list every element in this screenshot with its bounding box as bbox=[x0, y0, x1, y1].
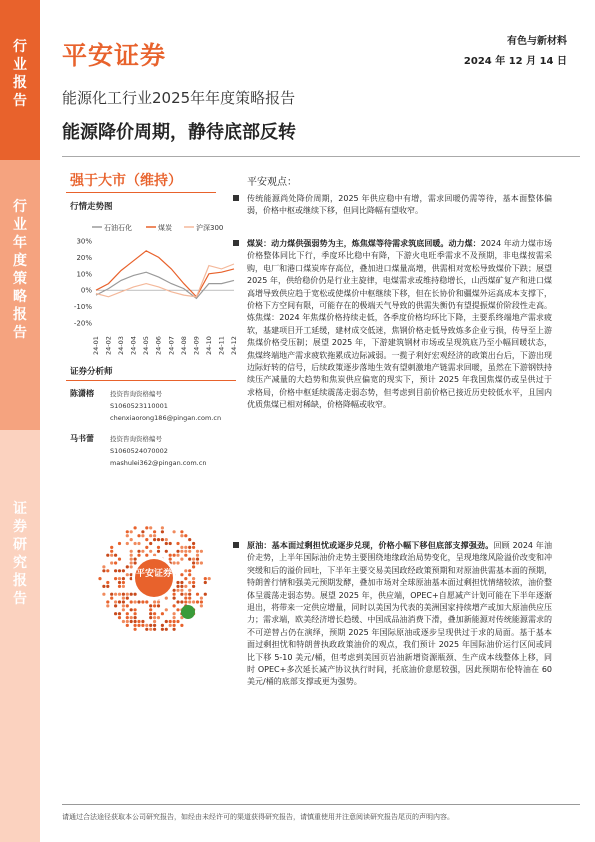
qr-dot bbox=[114, 569, 117, 572]
chart-y-axis bbox=[74, 238, 234, 328]
qr-dot bbox=[118, 569, 121, 572]
qr-dot bbox=[180, 530, 183, 533]
legend-label: 沪深300 bbox=[196, 224, 224, 232]
qr-dot bbox=[122, 604, 125, 607]
rating-divider bbox=[66, 192, 216, 193]
qr-dot bbox=[126, 624, 129, 627]
qr-dot bbox=[118, 585, 121, 588]
report-title: 能源化工行业2025年年度策略报告 bbox=[62, 89, 296, 107]
qr-dot bbox=[188, 558, 191, 561]
x-tick-label: 24-01 bbox=[92, 336, 100, 355]
qr-dot bbox=[173, 624, 176, 627]
qr-dot bbox=[169, 542, 172, 545]
qr-dot bbox=[180, 534, 183, 537]
qr-dot bbox=[173, 604, 176, 607]
qr-dot bbox=[169, 554, 172, 557]
qr-dot bbox=[141, 550, 144, 553]
qr-dot bbox=[102, 585, 105, 588]
qr-dot bbox=[110, 597, 113, 600]
qr-dot bbox=[106, 600, 109, 603]
qr-dot bbox=[161, 526, 164, 529]
qr-dot bbox=[122, 577, 125, 580]
chart-x-axis bbox=[92, 336, 238, 355]
qr-dot bbox=[114, 604, 117, 607]
header-meta bbox=[464, 32, 567, 72]
qr-dot bbox=[200, 604, 203, 607]
qr-dot bbox=[134, 558, 137, 561]
qr-dot bbox=[114, 554, 117, 557]
qr-dot bbox=[141, 600, 144, 603]
analyst-name: 马书蕾 bbox=[70, 434, 94, 443]
sector-label: 有色与新材料 bbox=[507, 36, 567, 47]
series-line-0 bbox=[96, 272, 234, 298]
analyst-email[interactable]: chenxiaorong186@pingan.com.cn bbox=[110, 414, 222, 422]
qr-dot bbox=[180, 585, 183, 588]
qr-dot bbox=[126, 530, 129, 533]
qr-dot bbox=[114, 561, 117, 564]
qr-dot bbox=[153, 600, 156, 603]
qr-dot bbox=[110, 593, 113, 596]
qr-dot bbox=[173, 554, 176, 557]
qr-dot bbox=[134, 628, 137, 631]
qr-dot bbox=[165, 538, 168, 541]
qr-dot bbox=[130, 565, 133, 568]
qr-dot bbox=[134, 608, 137, 611]
qr-dot bbox=[200, 550, 203, 553]
qr-dot bbox=[184, 597, 187, 600]
qr-dot bbox=[200, 561, 203, 564]
qr-dot bbox=[118, 577, 121, 580]
qr-dot bbox=[114, 612, 117, 615]
qr-dot bbox=[118, 593, 121, 596]
qr-dot bbox=[106, 604, 109, 607]
qr-dot bbox=[106, 554, 109, 557]
report-headline: 能源降价周期，静待底部反转 bbox=[62, 122, 296, 143]
paragraph-3 bbox=[247, 540, 552, 689]
qr-dot bbox=[126, 565, 129, 568]
qr-dot bbox=[149, 612, 152, 615]
qr-dot bbox=[122, 569, 125, 572]
qr-dot bbox=[180, 550, 183, 553]
qr-dot bbox=[137, 550, 140, 553]
qr-dot bbox=[106, 581, 109, 584]
qr-dot bbox=[192, 585, 195, 588]
qr-dot bbox=[184, 546, 187, 549]
paragraph-text: 2024 年动力煤市场价格整体同比下行，季度环比稳中有降，下游火电旺季需求不及预期，非电煤按需采购，电厂和港口煤炭库存高位，叠加进口煤量高增，供需相对宽松导致煤价下跌；展望 2025 年，供给稳价仍是行业主旋律，电煤需求或维持稳增长，山西煤矿复产和进口煤高增导致供应趋于宽松或使煤价中枢继续下移，但在长协价和疆煤外运高成本支撑下，价格下方空间有限，可能存在的极端天气导致的供需失衡仍有望提振煤价阶段性走高。炼焦煤：2024 年焦煤价格持续走低，各季度价格均环比下降，主要系终端地产需求疲软，基建项目开工延缓，建材成交低迷，焦钢价格走低导致炼多企业亏损，传导至上游焦煤价格受压制；展望 2025 年，下游建筑钢材市场或呈现筑底乃至小幅回暖状态，焦煤终端地产需求疲软拖累成边际减弱。一揽子利好宏观经济的政策出台后，下游出现边际好转的信号，后续政策逐步落地生效有望刺激地产链需求回暖，虽然在下游钢铁持续压产减量的大趋势和焦炭供应偏宽的现实下，预计 2025 年我国焦煤仍或呈供过于求格局，价格中枢延续震荡走弱态势，但考虑到目前价格已接近历史较低水平，且国内优质焦煤已相对稀缺，价格降幅或收窄。 bbox=[247, 239, 552, 410]
paragraph-lead: 原油：基本面过剩担忧或逐步兑现，价格小幅下移但底部支撑强劲。 bbox=[247, 541, 494, 550]
qr-dot bbox=[161, 628, 164, 631]
qr-dot bbox=[173, 597, 176, 600]
qr-dot bbox=[145, 628, 148, 631]
qr-dot bbox=[200, 600, 203, 603]
qr-dot bbox=[153, 620, 156, 623]
qr-dot bbox=[176, 554, 179, 557]
sidebar-bottom-label: 证券研究报告 bbox=[13, 501, 27, 607]
qr-dot bbox=[134, 600, 137, 603]
qr-dot bbox=[130, 616, 133, 619]
qr-dot bbox=[149, 608, 152, 611]
x-tick-label: 24-04 bbox=[129, 336, 138, 355]
qr-dot bbox=[161, 612, 164, 615]
paragraph-2 bbox=[247, 238, 552, 412]
qr-dot bbox=[137, 542, 140, 545]
qr-dot bbox=[188, 546, 191, 549]
qr-dot bbox=[188, 581, 191, 584]
qr-dot bbox=[196, 561, 199, 564]
qr-dot bbox=[130, 620, 133, 623]
qr-dot bbox=[180, 589, 183, 592]
x-tick-label: 24-05 bbox=[142, 336, 151, 355]
paragraph-text: 回顾 2024 年油价走势，上半年国际油价走势主要围绕地缘政治局势变化，呈现地缘风险溢价改变和冲突缓和后的溢价回吐，下半年主要交易美国政经政策预期和对原油供需基本面的预期，特朗普行情和强美元预期发酵，叠加市场对全球原油基本面过剩担忧情绪较浓，油价整体呈震荡走弱态势。展望 2025 年，供应端，OPEC+自愿减产计划可能在下半年逐渐退出，将带来一定供应增量，同时以美国为代表的美洲国家持续增产或加大原油供应压力；需求端，欧美经济增长趋缓、中国成品油消费下滑，叠加新能源对传统能源需求的不可逆替占仍在演绎，预期 2025 年国际原油或逐步呈现供过于求的局面。基于基本面过剩担忧和特朗普执政政策油价的观点，我们预计 2025 年国际油价运行区间或同比下移 5-10 美元/桶，但考虑到美国页岩油新增资源瓶颈、生产成本线整体上移，同时 OPEC+多次延长减产协议执行时间，托底油价意愿较强，因此预期布伦特油在 60 美元/桶的底部支撑或更为强势。 bbox=[247, 541, 552, 687]
sidebar-middle-label: 行业年度策略报告 bbox=[13, 199, 27, 341]
qr-dot bbox=[208, 577, 211, 580]
qr-dot bbox=[204, 577, 207, 580]
qr-dot bbox=[176, 561, 179, 564]
qr-dot bbox=[173, 612, 176, 615]
qr-dot bbox=[184, 534, 187, 537]
qr-dot bbox=[134, 624, 137, 627]
qr-dot bbox=[130, 593, 133, 596]
trend-title: 行情走势图 bbox=[70, 202, 113, 212]
qr-dot bbox=[102, 569, 105, 572]
qr-dot bbox=[161, 538, 164, 541]
qr-dot bbox=[180, 573, 183, 576]
x-tick-label: 24-09 bbox=[192, 336, 201, 355]
qr-dot bbox=[134, 593, 137, 596]
qr-dot bbox=[130, 600, 133, 603]
qr-dot bbox=[114, 577, 117, 580]
qr-dot bbox=[184, 593, 187, 596]
qr-dot bbox=[188, 538, 191, 541]
qr-dot bbox=[176, 585, 179, 588]
y-tick-label: 0% bbox=[80, 286, 92, 295]
analyst-cert-number: S1060524070002 bbox=[110, 447, 168, 455]
qr-dot bbox=[126, 542, 129, 545]
qr-dot bbox=[130, 561, 133, 564]
qr-dot bbox=[126, 616, 129, 619]
qr-dot bbox=[126, 597, 129, 600]
qr-dot bbox=[122, 585, 125, 588]
qr-dot bbox=[192, 581, 195, 584]
qr-dot bbox=[137, 534, 140, 537]
qr-dot bbox=[137, 600, 140, 603]
qr-dot bbox=[126, 612, 129, 615]
qr-dot bbox=[130, 538, 133, 541]
qr-dot bbox=[122, 620, 125, 623]
analyst-divider bbox=[66, 380, 236, 381]
sidebar-top-label: 行业报告 bbox=[13, 39, 27, 109]
qr-dot bbox=[188, 550, 191, 553]
qr-dot bbox=[134, 526, 137, 529]
qr-dot bbox=[141, 624, 144, 627]
qr-dot bbox=[188, 569, 191, 572]
paragraph-text: 传统能源尚处降价周期，2025 年供应稳中有增，需求回暖仍需等待，基本面整体偏弱，价格中枢或继续下移，但同比降幅有望收窄。 bbox=[247, 194, 552, 216]
x-tick-label: 24-06 bbox=[154, 336, 163, 355]
qr-dot bbox=[149, 542, 152, 545]
footer-divider bbox=[62, 804, 580, 805]
qr-dot bbox=[102, 565, 105, 568]
qr-dot bbox=[157, 616, 160, 619]
qr-dot bbox=[118, 600, 121, 603]
qr-dot bbox=[180, 600, 183, 603]
qr-code[interactable] bbox=[96, 520, 212, 636]
qr-dot bbox=[122, 600, 125, 603]
qr-dot bbox=[149, 624, 152, 627]
qr-dot bbox=[130, 550, 133, 553]
qr-dot bbox=[165, 628, 168, 631]
qr-dot bbox=[192, 561, 195, 564]
qr-dot bbox=[180, 558, 183, 561]
qr-dot bbox=[126, 573, 129, 576]
qr-dot bbox=[188, 600, 191, 603]
qr-dot bbox=[126, 604, 129, 607]
x-tick-label: 24-07 bbox=[167, 336, 176, 355]
qr-dot bbox=[141, 534, 144, 537]
qr-dot bbox=[173, 561, 176, 564]
qr-dot bbox=[153, 538, 156, 541]
qr-dot bbox=[176, 550, 179, 553]
company-logo: 平安证券 bbox=[62, 41, 167, 70]
qr-dot bbox=[176, 600, 179, 603]
qr-dot bbox=[153, 604, 156, 607]
y-tick-label: 10% bbox=[76, 270, 92, 279]
qr-dot bbox=[176, 581, 179, 584]
qr-dot bbox=[192, 565, 195, 568]
qr-dot bbox=[149, 526, 152, 529]
qr-dot bbox=[184, 550, 187, 553]
qr-dot bbox=[169, 624, 172, 627]
market-trend-chart bbox=[62, 217, 238, 359]
qr-dot bbox=[165, 608, 168, 611]
qr-dot bbox=[157, 604, 160, 607]
qr-dot bbox=[184, 577, 187, 580]
analyst-name: 陈潇榕 bbox=[70, 389, 94, 398]
qr-dot bbox=[110, 554, 113, 557]
qr-dot bbox=[130, 530, 133, 533]
qr-dot bbox=[122, 593, 125, 596]
qr-dot bbox=[173, 593, 176, 596]
qr-dot bbox=[145, 624, 148, 627]
analyst-info bbox=[110, 433, 260, 469]
qr-dot bbox=[98, 577, 101, 580]
qr-dot bbox=[134, 620, 137, 623]
rating-label: 强于大市（维持） bbox=[70, 173, 182, 189]
qr-dot bbox=[192, 600, 195, 603]
qr-dot bbox=[165, 542, 168, 545]
qr-dot bbox=[161, 530, 164, 533]
qr-dot bbox=[157, 538, 160, 541]
qr-dot bbox=[118, 581, 121, 584]
qr-dot bbox=[176, 589, 179, 592]
qr-dot bbox=[153, 534, 156, 537]
qr-dot bbox=[126, 534, 129, 537]
y-tick-label: 20% bbox=[76, 253, 92, 262]
qr-dot bbox=[196, 558, 199, 561]
qr-dot bbox=[137, 554, 140, 557]
qr-dot bbox=[169, 558, 172, 561]
qr-dot bbox=[196, 593, 199, 596]
qr-dot bbox=[188, 573, 191, 576]
qr-dot bbox=[173, 628, 176, 631]
qr-dot bbox=[184, 585, 187, 588]
report-date: 2024 年 12 月 14 日 bbox=[463, 56, 567, 67]
chart-plot bbox=[96, 251, 234, 299]
qr-dot bbox=[137, 620, 140, 623]
qr-dot bbox=[180, 546, 183, 549]
qr-dot bbox=[106, 569, 109, 572]
qr-dot bbox=[180, 624, 183, 627]
bullet-icon bbox=[233, 542, 239, 548]
qr-dot bbox=[153, 624, 156, 627]
qr-dot bbox=[118, 616, 121, 619]
x-tick-label: 24-11 bbox=[217, 336, 226, 355]
qr-dot bbox=[188, 589, 191, 592]
paragraph-lead: 煤炭：动力煤供强弱势为主，炼焦煤等待需求筑底回暖。动力煤： bbox=[247, 239, 481, 248]
qr-logo-text: 平安证券 bbox=[135, 569, 173, 579]
qr-dot bbox=[196, 600, 199, 603]
qr-dot bbox=[196, 554, 199, 557]
x-tick-label: 24-12 bbox=[230, 336, 238, 355]
chart-legend bbox=[92, 223, 223, 232]
qr-dot bbox=[134, 561, 137, 564]
qr-dot bbox=[145, 546, 148, 549]
analyst-cert-number: S1060523110001 bbox=[110, 402, 168, 410]
analyst-header: 证券分析师 bbox=[70, 367, 113, 377]
x-tick-label: 24-08 bbox=[179, 336, 188, 355]
qr-dot bbox=[184, 569, 187, 572]
qr-dot bbox=[184, 600, 187, 603]
qr-dot bbox=[145, 600, 148, 603]
qr-dot bbox=[122, 597, 125, 600]
x-tick-label: 24-02 bbox=[104, 336, 113, 355]
sidebar-middle bbox=[0, 160, 40, 430]
footer-disclaimer: 请通过合法途径获取本公司研究报告，如经由未经许可的渠道获得研究报告，请慎重使用并注意阅读研究报告尾页的声明内容。 bbox=[62, 813, 454, 821]
qr-dot bbox=[137, 624, 140, 627]
qr-dot bbox=[145, 526, 148, 529]
qr-dot bbox=[110, 550, 113, 553]
qr-dot bbox=[141, 620, 144, 623]
sidebar-bottom bbox=[0, 430, 40, 842]
qr-dot bbox=[192, 546, 195, 549]
analyst-email[interactable]: mashulei362@pingan.com.cn bbox=[110, 459, 207, 467]
qr-dot bbox=[180, 593, 183, 596]
qr-dot bbox=[157, 550, 160, 553]
qr-dot bbox=[196, 550, 199, 553]
analyst-cert-label: 投资咨询资格编号 bbox=[110, 435, 162, 443]
qr-dot bbox=[114, 600, 117, 603]
qr-dot bbox=[176, 542, 179, 545]
qr-dot bbox=[200, 597, 203, 600]
qr-dot bbox=[126, 620, 129, 623]
x-tick-label: 24-10 bbox=[204, 336, 213, 355]
qr-dot bbox=[192, 542, 195, 545]
y-tick-label: -10% bbox=[73, 303, 92, 312]
qr-dot bbox=[110, 546, 113, 549]
analyst-cert-label: 投资咨询资格编号 bbox=[110, 390, 162, 398]
header-divider bbox=[62, 156, 580, 157]
qr-dot bbox=[130, 558, 133, 561]
bullet-icon bbox=[233, 240, 239, 246]
qr-dot bbox=[173, 620, 176, 623]
qr-dot bbox=[188, 593, 191, 596]
qr-dot bbox=[153, 616, 156, 619]
qr-dot bbox=[118, 542, 121, 545]
qr-dot bbox=[188, 597, 191, 600]
qr-dot bbox=[149, 550, 152, 553]
qr-dot bbox=[173, 530, 176, 533]
qr-dot bbox=[106, 585, 109, 588]
qr-dot bbox=[130, 554, 133, 557]
qr-dot bbox=[102, 593, 105, 596]
qr-dot bbox=[126, 593, 129, 596]
legend-label: 煤炭 bbox=[158, 224, 172, 232]
qr-dot bbox=[173, 616, 176, 619]
sidebar-top bbox=[0, 0, 40, 160]
qr-dot bbox=[118, 558, 121, 561]
qr-dot bbox=[110, 561, 113, 564]
qr-dot bbox=[145, 538, 148, 541]
qr-dot bbox=[114, 593, 117, 596]
legend-label: 石油石化 bbox=[104, 224, 132, 232]
qr-dot bbox=[149, 604, 152, 607]
qr-dot bbox=[180, 581, 183, 584]
qr-dot bbox=[184, 554, 187, 557]
qr-dot bbox=[145, 554, 148, 557]
qr-dot bbox=[153, 530, 156, 533]
y-tick-label: 30% bbox=[76, 237, 92, 246]
qr-dot bbox=[161, 624, 164, 627]
qr-dot bbox=[192, 577, 195, 580]
qr-dot bbox=[176, 620, 179, 623]
qr-dot bbox=[165, 620, 168, 623]
qr-dot bbox=[153, 612, 156, 615]
qr-dot bbox=[204, 581, 207, 584]
qr-dot bbox=[130, 608, 133, 611]
paragraph-1 bbox=[247, 193, 552, 218]
qr-dot bbox=[122, 581, 125, 584]
qr-dot bbox=[134, 542, 137, 545]
qr-dot bbox=[134, 612, 137, 615]
qr-dot bbox=[173, 589, 176, 592]
qr-dot bbox=[157, 600, 160, 603]
qr-dot bbox=[122, 608, 125, 611]
qr-dot bbox=[134, 616, 137, 619]
qr-dot bbox=[149, 628, 152, 631]
qr-dot bbox=[157, 546, 160, 549]
qr-dot bbox=[149, 534, 152, 537]
x-tick-label: 24-03 bbox=[117, 336, 126, 355]
view-header: 平安观点： bbox=[247, 177, 297, 188]
qr-dot bbox=[165, 597, 168, 600]
qr-dot bbox=[149, 616, 152, 619]
qr-dot bbox=[153, 628, 156, 631]
qr-dot bbox=[169, 620, 172, 623]
qr-dot bbox=[118, 612, 121, 615]
qr-dot bbox=[141, 530, 144, 533]
analyst-info bbox=[110, 388, 260, 424]
qr-dot bbox=[165, 550, 168, 553]
qr-dot bbox=[176, 608, 179, 611]
qr-dot bbox=[192, 558, 195, 561]
qr-dot bbox=[204, 593, 207, 596]
y-tick-label: -20% bbox=[73, 319, 92, 328]
bullet-icon bbox=[233, 195, 239, 201]
